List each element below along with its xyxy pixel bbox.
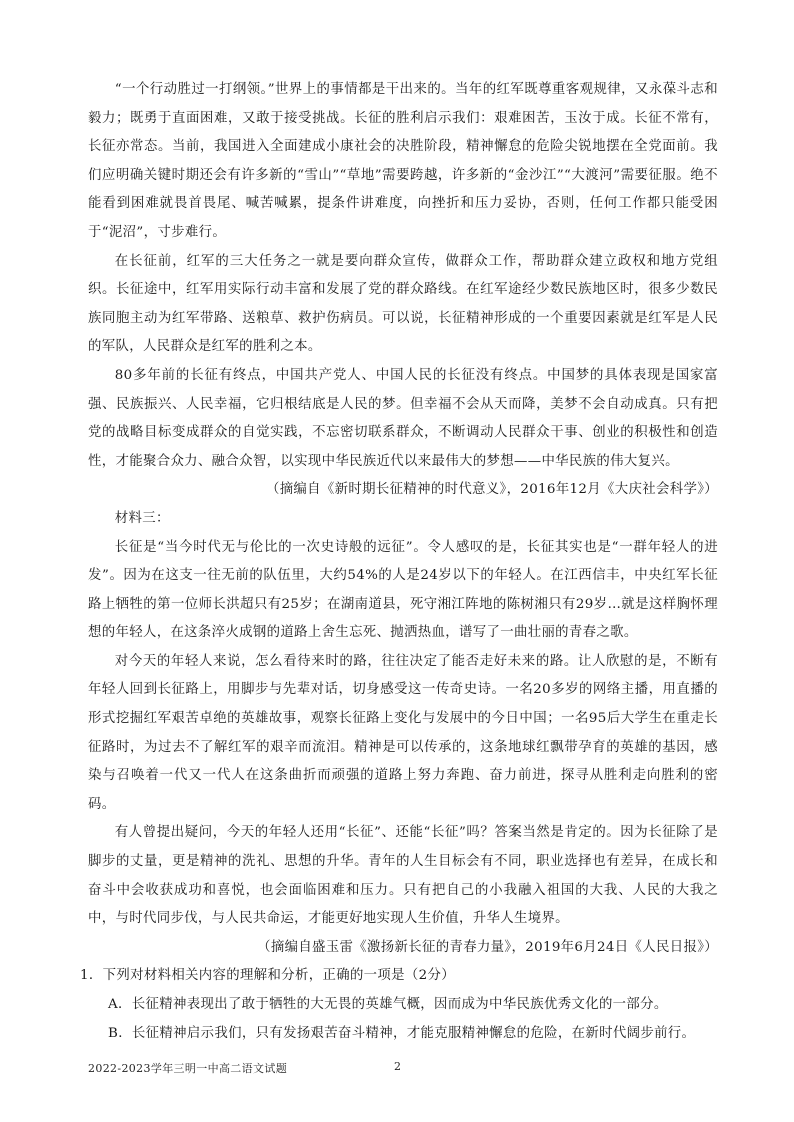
paragraph-young-people: 长征是“当今时代无与伦比的一次史诗般的远征”。令人感叹的是，长征其实也是“一群年轻人的进发”。因为在这支一往无前的队伍里，大约54%的人是24岁以下的年轻人。在江西信丰，中央红军长征路上牺牲的第一位师长洪超只有25岁；在湖南道县，死守湘江阵地的陈树湘只有29岁…就是这样胸怀理想的年轻人，在这条淬火成钢的道路上舍生忘死、抛洒热血，谱写了一曲壮丽的青春之歌。 — [88, 539, 718, 641]
question-1-stem: 1．下列对材料相关内容的理解和分析，正确的一项是（2分） — [80, 968, 455, 984]
source-citation-1: （摘编自《新时期长征精神的时代意义》，2016年12月《大庆社会科学》） — [265, 482, 718, 498]
document-body — [80, 76, 718, 1048]
material-3-label: 材料三： — [114, 510, 170, 526]
paragraph-today-youth: 对今天的年轻人来说，怎么看待来时的路，往往决定了能否走好未来的路。让人欣慰的是，不断有年轻人回到长征路上，用脚步与先辈对话，切身感受这一传奇史诗。一名20多岁的网络主播，用直播的形式挖掘红军艰苦卓绝的英雄故事，观察长征路上变化与发展中的今日中国；一名95后大学生在重走长征路时，为过去不了解红军的艰辛而流泪。精神是可以传承的，这条地球红飘带孕育的英雄的基因，感染与召唤着一代又一代人在这条曲折而顽强的道路上努力奔跑、奋力前进，探寻从胜利走向胜利的密码。 — [88, 653, 718, 812]
paragraph-practice: “一个行动胜过一打纲领。”世界上的事情都是干出来的。当年的红军既尊重客观规律，又永葆斗志和毅力；既勇于直面困难，又敢于接受挑战。长征的胜利启示我们：艰难困苦，玉汝于成。长征不常有，长征亦常态。当前，我国进入全面建成小康社会的决胜阶段，精神懈怠的危险尖锐地摆在全党面前。我们应明确关键时期还会有许多新的“雪山”“草地”需要跨越，许多新的“金沙江”“大渡河”需要征服。绝不能看到困难就畏首畏尾、喊苦喊累，提条件讲难度，向挫折和压力妥协，否则，任何工作都只能受困于“泥沼”，寸步难行。 — [88, 82, 718, 240]
footer-exam-title: 2022-2023学年三明一中高二语文试题 — [88, 1062, 288, 1075]
footer-page-number: 2 — [394, 1060, 402, 1073]
question-1-option-a: A．长征精神表现出了敢于牺牲的大无畏的英雄气概，因而成为中华民族优秀文化的一部分。 — [108, 997, 668, 1012]
paragraph-mass-line: 在长征前，红军的三大任务之一就是要向群众宣传，做群众工作，帮助群众建立政权和地方党组织。长征途中，红军用实际行动丰富和发展了党的群众路线。在红军途经少数民族地区时，很多少数民族同胞主动为红军带路、送粮草、救护伤病员。可以说，长征精神形成的一个重要因素就是红军是人民的军队，人民群众是红军的胜利之本。 — [88, 253, 718, 355]
page-footer — [88, 1060, 718, 1078]
question-1-option-b: B．长征精神启示我们，只有发扬艰苦奋斗精神，才能克服精神懈怠的危险，在新时代阔步前行。 — [108, 1025, 696, 1041]
source-citation-2: （摘编自盛玉雷《激扬新长征的青春力量》，2019年6月24日《人民日报》） — [257, 939, 718, 955]
paragraph-still-long-march: 有人曾提出疑问，今天的年轻人还用“长征”、还能“长征”吗？答案当然是肯定的。因为长征除了是脚步的丈量，更是精神的洗礼、思想的升华。青年的人生目标会有不同，职业选择也有差异，在成长和奋斗中会收获成功和喜悦，也会面临困难和压力。只有把自己的小我融入祖国的大我、人民的大我之中，与时代同步伐，与人民共命运，才能更好地实现人生价值，升华人生境界。 — [88, 825, 718, 927]
paragraph-chinese-dream: 80多年前的长征有终点，中国共产党人、中国人民的长征没有终点。中国梦的具体表现是国家富强、民族振兴、人民幸福，它归根结底是人民的梦。但幸福不会从天而降，美梦不会自动成真。只有把党的战略目标变成群众的自觉实践，不忘密切联系群众，不断调动人民群众干事、创业的积极性和创造性，才能聚合众力、融合众智，以实现中华民族近代以来最伟大的梦想——中华民族的伟大复兴。 — [88, 367, 718, 469]
